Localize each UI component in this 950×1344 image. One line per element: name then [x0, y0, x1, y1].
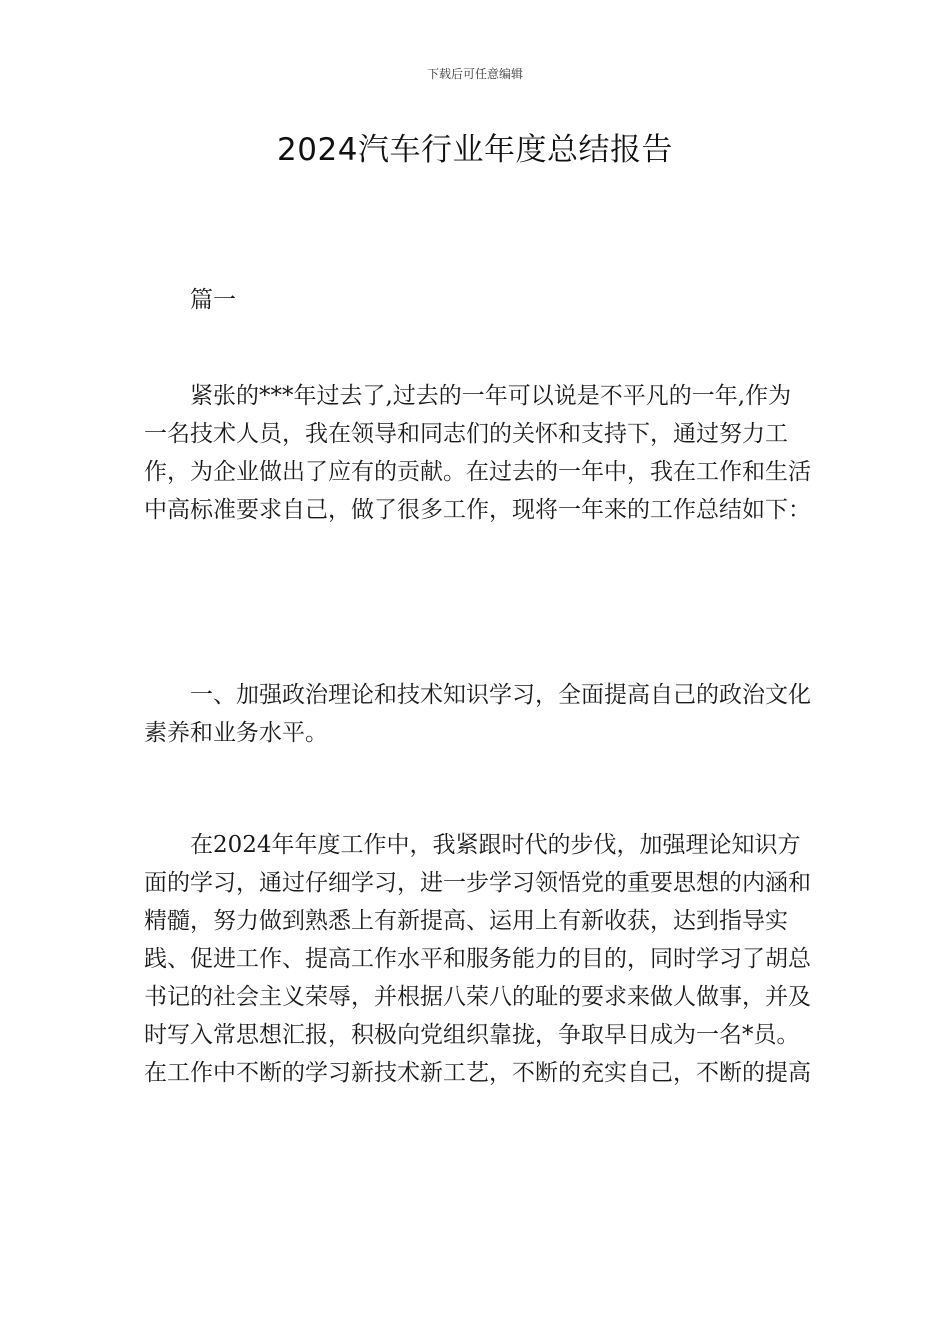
paragraph-text: 在2024年年度工作中，我紧跟时代的步伐，加强理论知识方面的学习，通过仔细学习，进一步学习领悟党的重要思想的内涵和精髓，努力做到熟悉上有新提高、运用上有新收获，达到指导实践、促进工作、提高工作水平和服务能力的目的，同时学习了胡总书记的社会主义荣辱，并根据八荣八的耻的要求来做人做事，并及时写入常思想汇报，积极向党组织靠拢，争取早日成为一名*员。在工作中不断的学习新技术新工艺，不断的充实自己，不断的提高 — [144, 832, 811, 1086]
paragraph-text: 一、加强政治理论和技术知识学习，全面提高自己的政治文化素养和业务水平。 — [144, 682, 811, 746]
paragraph-text: 紧张的***年过去了,过去的一年可以说是不平凡的一年,作为一名技术人员，我在领导和同志们的关怀和支持下，通过努力工作，为企业做出了应有的贡献。在过去的一年中，我在工作和生活中高标准要求自己，做了很多工作，现将一年来的工作总结如下： — [144, 383, 811, 523]
paragraph-intro — [144, 377, 812, 529]
paragraph-heading-one — [144, 676, 812, 752]
header-note: 下载后可任意编辑 — [426, 67, 523, 81]
section-label — [144, 281, 812, 319]
paragraph-study — [144, 826, 812, 1092]
section-label-text: 篇一 — [190, 287, 236, 313]
document-title: 2024汽车行业年度总结报告 — [277, 132, 673, 168]
